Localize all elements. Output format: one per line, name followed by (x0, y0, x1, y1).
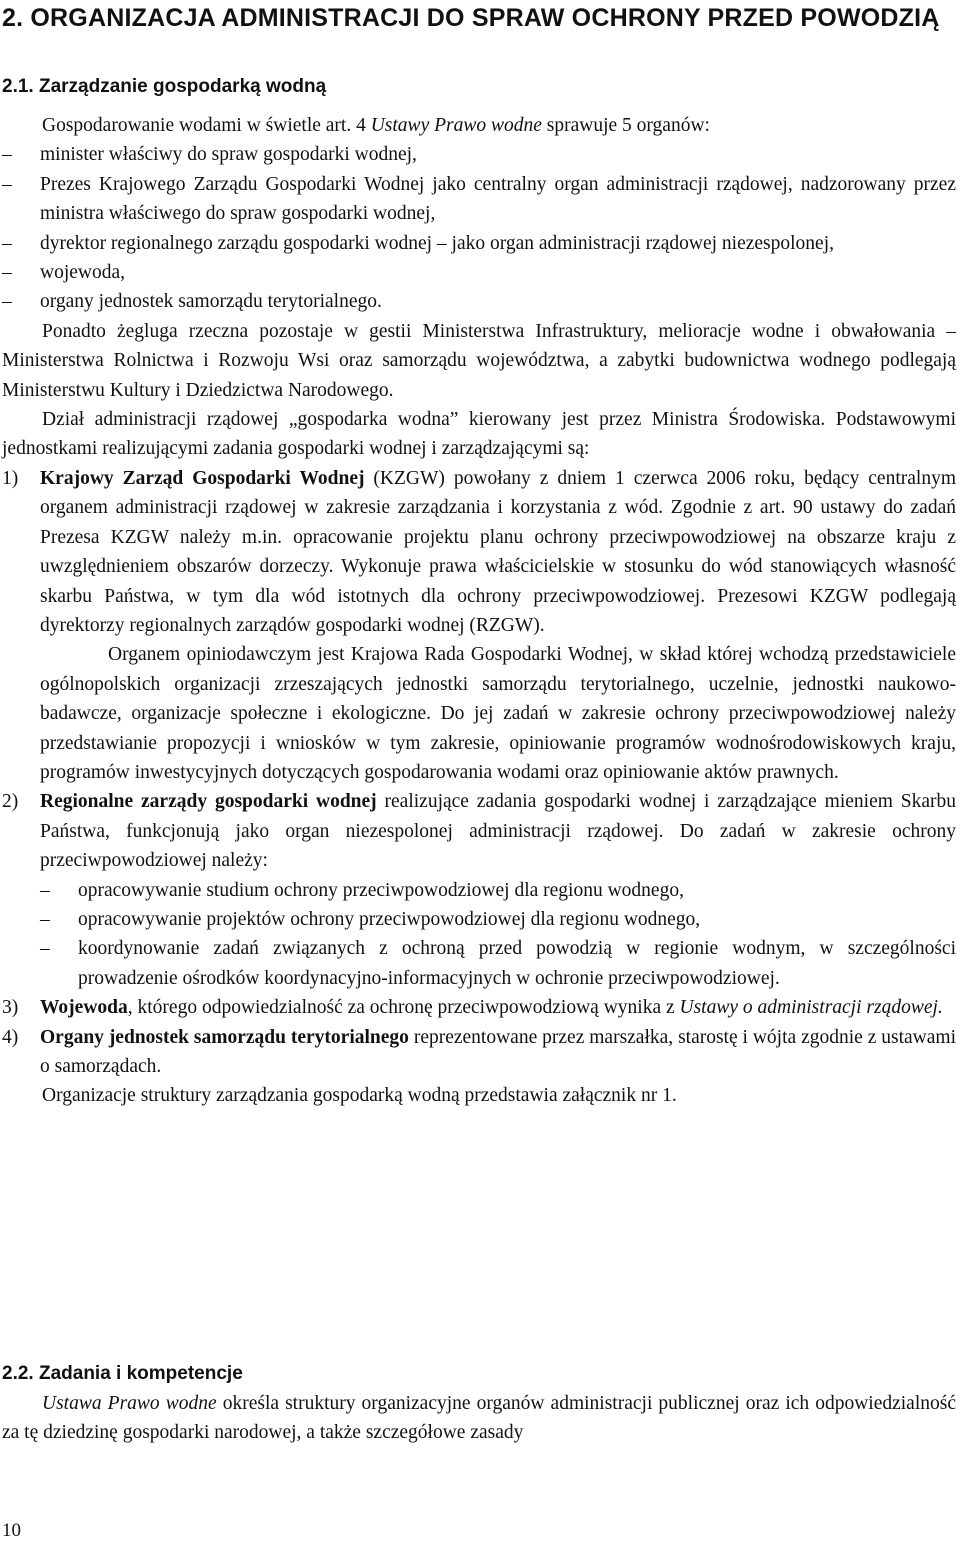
final-paragraph (2, 1389, 956, 1448)
item-description: , którego odpowiedzialność za ochronę przeciwpowodziową wynika z (127, 997, 680, 1019)
numbered-item-3 (2, 993, 956, 1022)
task-text: koordynowanie zadań związanych z ochroną przed powodzią w regionie wodnym, w szczególności prowadzenie ośrodków koordynacyjno-informacyjnych w ochronie przeciwpowodziowej. (78, 938, 956, 989)
dash-marker: – (2, 262, 12, 284)
ministries-paragraph: Ponadto żegluga rzeczna pozostaje w gestii Ministerstwa Infrastruktury, melioracje wodne i obwałowania – Ministerstwa Rolnictwa i Rozwoju Wsi oraz samorządu województwa, a zabytki budownictwa wodnego podlegają Ministerstwu Kultury i Dziedzictwa Narodowego. (2, 320, 956, 401)
section-heading-2-1: 2.1. Zarządzanie gospodarką wodną (2, 76, 327, 97)
dash-marker: – (2, 144, 12, 166)
item-description: realizujące zadania gospodarki wodnej i zarządzające mieniem Skarbu Państwa, funkcjonują jako organ niezespolonej administracji rządowej. Do zadań w zakresie ochrony przeciwpowodziowej należy: (40, 791, 956, 872)
dash-marker: – (2, 291, 12, 313)
item-description: (KZGW) powołany z dniem 1 czerwca 2006 roku, będący centralnym organem administracji rządowej w zakresie zarządzania i korzystania z wód. Zgodnie z art. 90 ustawy do zadań Prezesa KZGW należy m.in. opracowanie projektu planu ochrony przeciwpowodziowej na obszarze kraju z uwzględnieniem obszarów dorzeczy. Wykonuje prawa właścicielskie w stosunku do wód stanowiących własność skarbu Państwa, w tym dla wód istotnych dla ochrony przeciwpowodziowej. Prezesowi KZGW podlegają dyrektorzy regionalnych zarządów gospodarki wodnej (RZGW). (40, 467, 956, 636)
item-bold-name: Organy jednostek samorządu terytorialnego (40, 1026, 409, 1048)
item-number: 1) (2, 467, 19, 489)
list-item (2, 258, 956, 287)
intro-law-name: Ustawy Prawo wodne (370, 115, 542, 136)
numbered-item-4 (2, 1023, 956, 1082)
numbered-item-2 (2, 787, 956, 875)
organ-item: wojewoda, (40, 262, 126, 284)
dash-marker: – (2, 173, 12, 195)
final-law-name: Ustawa Prawo wodne (42, 1393, 217, 1414)
chapter-title: 2. ORGANIZACJA ADMINISTRACJI DO SPRAW OCHRONY PRZED POWODZIĄ (2, 4, 940, 32)
item-number: 2) (2, 791, 19, 813)
task-item (40, 905, 956, 934)
item-text (40, 787, 956, 875)
item-subparagraph: Organem opiniodawczym jest Krajowa Rada Gospodarki Wodnej, w skład której wchodzą przedstawiciele ogólnopolskich organizacji zrzeszających jednostki samorządu terytorialnego, uczelnie, jednostki naukowo-badawcze, organizacje społeczne i ekologiczne. Do jej zadań w zakresie ochrony przeciwpowodziowej należy przedstawianie propozycji i wniosków w tym zakresie, opiniowanie programów wodnośrodowiskowych kraju, programów inwestycyjnych dotyczących gospodarowania wodami oraz opiniowanie aktów prawnych. (40, 644, 956, 783)
item-law-name: Ustawy o administracji rządowej. (679, 997, 943, 1019)
item-text (40, 993, 956, 1022)
item-number: 4) (2, 1026, 19, 1048)
document-body (2, 111, 956, 1139)
task-text: opracowywanie projektów ochrony przeciwpowodziowej dla regionu wodnego, (78, 908, 701, 930)
page-number: 10 (2, 1520, 21, 1541)
annex-paragraph: Organizacje struktury zarządzania gospodarką wodną przedstawia załącznik nr 1. (42, 1085, 677, 1107)
item-bold-name: Regionalne zarządy gospodarki wodnej (40, 791, 377, 813)
section-2-2-body (2, 1389, 956, 1448)
task-item (40, 876, 956, 905)
numbered-item-1 (2, 464, 956, 787)
dash-marker: – (40, 938, 50, 960)
intro-text: Gospodarowanie wodami w świetle art. 4 (42, 115, 371, 136)
task-text: opracowywanie studium ochrony przeciwpowodziowej dla regionu wodnego, (78, 879, 684, 901)
dash-marker: – (40, 908, 50, 930)
dash-marker: – (40, 879, 50, 901)
item-bold-name: Wojewoda (40, 997, 128, 1019)
department-paragraph: Dział administracji rządowej „gospodarka wodna” kierowany jest przez Ministra Środowiska. Podstawowymi jednostkami realizującymi zadania gospodarki wodnej i zarządzającymi są: (2, 409, 956, 460)
intro-text-end: sprawuje 5 organów: (541, 115, 710, 136)
organ-item: Prezes Krajowego Zarządu Gospodarki Wodnej jako centralny organ administracji rządowej, nadzorowany przez ministra właściwego do spraw gospodarki wodnej, (40, 173, 956, 225)
dash-marker: – (2, 232, 12, 254)
final-text: określa struktury organizacyjne organów administracji publicznej oraz ich odpowiedzialność za tę dziedzinę gospodarki narodowej, a także szczegółowe zasady (2, 1393, 956, 1444)
organ-item: organy jednostek samorządu terytorialnego. (40, 291, 382, 313)
item-bold-name: Krajowy Zarząd Gospodarki Wodnej (40, 467, 365, 489)
list-item (2, 229, 956, 258)
organ-item: dyrektor regionalnego zarządu gospodarki wodnej – jako organ administracji rządowej niezespolonej, (40, 232, 834, 254)
list-item (2, 140, 956, 169)
item-text (40, 464, 956, 640)
item-text (40, 1023, 956, 1082)
intro-paragraph (2, 111, 956, 140)
list-item (2, 287, 956, 316)
item-description: reprezentowane przez marszałka, starostę i wójta zgodnie z ustawami o samorządach. (40, 1026, 956, 1077)
section-heading-2-2: 2.2. Zadania i kompetencje (2, 1363, 243, 1384)
organ-item: minister właściwy do spraw gospodarki wodnej, (40, 144, 417, 166)
list-item (2, 170, 956, 229)
item-number: 3) (2, 997, 19, 1019)
task-item (40, 934, 956, 993)
